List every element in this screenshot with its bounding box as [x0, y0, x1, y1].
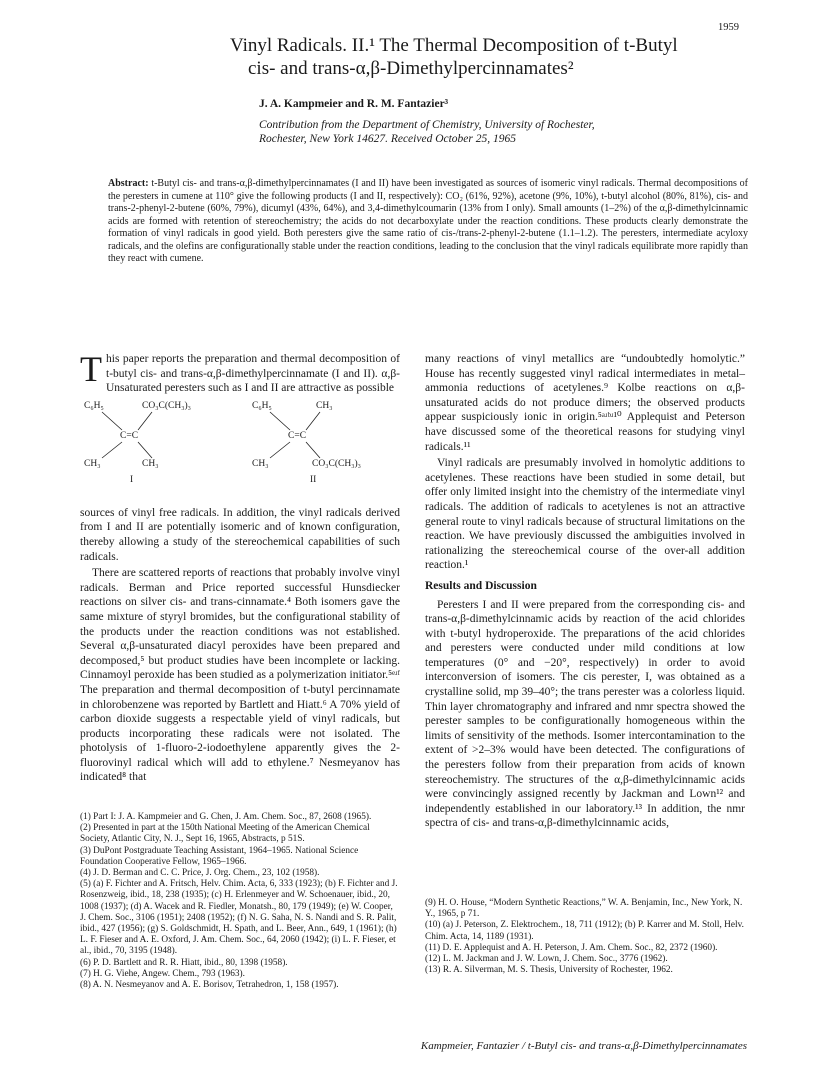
paragraph: many reactions of vinyl metallics are “undoubtedly homolytic.” House has recently suggested vinyl radical intermediates in metal–ammonia reductions of acetylenes.⁹ Kolbe reactions on α,β-unsaturated acids do not produce dimers; the observed products appear suspiciously ionic in origin.⁵ᵃʴᵇʴ¹⁰ Applequist and Peterson have discussed some of the theoretical reasons for studying vinyl radicals.¹¹ [425, 353, 745, 453]
footnote: (13) R. A. Silverman, M. S. Thesis, University of Rochester, 1962. [425, 965, 673, 976]
article-title [230, 34, 750, 80]
footnote: (2) Presented in part at the 150th National Meeting of the American Chemical Society, Atlantic City, N. J., Sept 16, 1965, Abstracts, p 51S. [80, 823, 370, 845]
affiliation [259, 118, 739, 146]
paragraph: Peresters I and II were prepared from the corresponding cis- and trans-α,β-dimethylcinnamic acids by reaction of the acid chlorides with t-butyl hydroperoxide. The preparations of the acid chlorides and peresters were conducted under mild conditions at low temperatures (0° and −20°, respectively) in order to avoid interconversion of isomers. The cis perester, I, was obtained as a crystalline solid, mp 39–40°; the trans perester was a colorless liquid. Thin layer chromatography and infrared and nmr spectra showed the perester samples to be configurationally homogeneous within the limits of sensitivity of the methods. Isomer intercontamination to the extent of >2–3% would have been detected. The configurations of the peresters follow from their preparation from acids of known stereochemistry. The structures of the α,β-dimethylcinnamic acids were convincingly assigned recently by Jackman and Lown¹² and independently established in our laboratory.¹³ In addition, the nmr spectra of cis- and trans-α,β-dimethylcinnamic acids, [425, 598, 745, 830]
section-heading: Results and Discussion [425, 579, 537, 592]
left-column [80, 349, 400, 787]
struct-ii-center: C=C [288, 430, 307, 441]
right-column [425, 352, 745, 833]
affiliation-line-1: Contribution from the Department of Chemistry, University of Rochester, [259, 119, 595, 131]
page-number: 1959 [718, 22, 739, 33]
paragraph: There are scattered reports of reactions that probably involve vinyl radicals. Berman and Price reported successful Hunsdiecker reactions on silver cis- and trans-cinnamate.⁴ Both isomers gave the same mixture of styryl bromides, but the configurational stability of the products under the reaction conditions was not established. Several α,β-unsaturated diacyl peroxides have been prepared and decomposed,⁵ but product studies have been incomplete or lacking. Cinnamoyl peroxide has been studied as a polymerization initiator.⁵ᵉʴᶠ The preparation and thermal decomposition of t-butyl percinnamate in chlorobenzene was reported by Bartlett and Hiatt.⁶ A 70% yield of carbon dioxide suggests a respectable yield of vinyl radicals, but products incorporating these radicals were not isolated. The photolysis of 1-fluoro-2-iodoethylene apparently gives the 2-fluorovinyl radical which will add to ethylene.⁷ Nesmeyanov has indicated⁸ that [80, 567, 400, 784]
intro-text: his paper reports the preparation and thermal decomposition of t-butyl cis- and trans-α,β-dimethylpercinnamate (I and II). α,β-Unsaturated peresters such as I and II are attractive as possible [106, 353, 400, 395]
drop-cap: T [80, 349, 102, 389]
footnote: (8) A. N. Nesmeyanov and A. E. Borisov, Tetrahedron, 1, 158 (1957). [80, 980, 339, 991]
struct-i-top-right: CO₃C(CH₃)₃ [142, 400, 191, 411]
authors: J. A. Kampmeier and R. M. Fantazier³ [259, 98, 449, 110]
abstract-label: Abstract: [108, 178, 149, 189]
paragraph: Vinyl radicals are presumably involved in homolytic additions to acetylenes. These reactions have been studied in some detail, but offer only limited insight into the chemistry of the intermediate vinyl radicals. The addition of radicals to acetylenes is not an attractive general route to vinyl radicals because of structural limitations on the reaction. We have previously discussed the ambiguities involved in rationalizing the stereochemical course of the over-all addition reaction.¹ [425, 457, 745, 572]
footnote: (1) Part I: J. A. Kampmeier and G. Chen, J. Am. Chem. Soc., 87, 2608 (1965). [80, 812, 372, 822]
footnote: (10) (a) J. Peterson, Z. Elektrochem., 18, 711 (1912); (b) P. Karrer and M. Stoll, Helv. Chim. Acta, 14, 1189 (1931). [425, 920, 744, 942]
struct-ii-bottom-right: CO₃C(CH₃)₃ [312, 458, 361, 469]
structure-bonds [80, 400, 400, 500]
struct-ii-top-left: C₆H₅ [252, 400, 272, 411]
title-line-1: Vinyl Radicals. II.¹ The Thermal Decomposition of t-Butyl [230, 35, 678, 56]
struct-ii-bottom-left: CH₃ [252, 458, 269, 469]
footnote: (7) H. G. Viehe, Angew. Chem., 793 (1963). [80, 968, 245, 979]
abstract-text: t-Butyl cis- and trans-α,β-dimethylpercinnamates (I and II) have been investigated as sources of isomeric vinyl radicals. Thermal decompositions of the peresters in cumene at 110° give the following products (I and II, respectively): CO₂ (61%, 92%), acetone (9%, 10%), t-butyl alcohol (80%, 81%), cis- and trans-2-phenyl-2-butene (60%, 79%), dicumyl (43%, 64%), and 3,4-dimethylcoumarin (13% from I only). Small amounts (1–2%) of the α,β-dimethylcinnamic acids are formed with retention of stereochemistry; the acids do not decarboxylate under the reaction conditions. These products clearly demonstrate the formation of vinyl radicals in good yield. Both peresters give the same ratio of cis-/trans-2-phenyl-2-butene (1.1–1.2). The peresters, intermediate acyloxy radicals, and the olefins are configurationally stable under the reaction conditions, leading to the conclusion that the vinyl radicals equilibrate more rapidly than they react with cumene. [108, 178, 748, 264]
footnote: (5) (a) F. Fichter and A. Fritsch, Helv. Chim. Acta, 6, 333 (1923); (b) F. Fichter and J. Rosenzweig, ibid., 18, 238 (1935); (c) H. Erlenmeyer and W. Schoenauer, ibid., 20, 1008 (1937); (d) A. Wacek and R. Fiedler, Monatsh., 80, 179 (1949); (e) W. Cooper, J. Chem. Soc., 3106 (1951); 2408 (1952); (f) N. G. Saha, N. S. Nandi and S. R. Palit, ibid., 427 (1956); (g) S. Goldschmidt, H. Spath, and L. Beer, Ann., 649, 1 (1961); (h) L. F. Fieser and A. E. Oxford, J. Am. Chem. Soc., 64, 2060 (1942); (i) L. F. Fieser, et al., ibid., 70, 3195 (1948). [80, 879, 398, 957]
footnote: (3) DuPont Postgraduate Teaching Assistant, 1964–1965. National Science Foundation Cooperative Fellow, 1965–1966. [80, 845, 359, 867]
struct-i-bottom-right: CH₃ [142, 458, 159, 469]
intro-paragraph [80, 349, 400, 396]
footnote: (9) H. O. House, “Modern Synthetic Reactions,” W. A. Benjamin, Inc., New York, N. Y., 1965, p 71. [425, 898, 743, 920]
struct-i-bottom-left: CH₃ [84, 458, 101, 469]
struct-ii-label: II [310, 474, 317, 485]
structures-figure [80, 400, 400, 500]
abstract [108, 178, 748, 266]
footnote: (11) D. E. Applequist and A. H. Peterson, J. Am. Chem. Soc., 82, 2372 (1960). [425, 942, 718, 953]
title-line-2: cis- and trans-α,β-Dimethylpercinnamates² [248, 58, 574, 79]
struct-i-center: C=C [120, 430, 139, 441]
footnotes-right [425, 898, 745, 976]
running-footer: Kampmeier, Fantazier / t-Butyl cis- and trans-α,β-Dimethylpercinnamates [420, 1040, 747, 1052]
struct-i-top-left: C₆H₅ [84, 400, 104, 411]
footnote: (6) P. D. Bartlett and R. R. Hiatt, ibid., 80, 1398 (1958). [80, 957, 288, 968]
footnotes-left [80, 812, 400, 991]
struct-ii-top-right: CH₃ [316, 400, 333, 411]
affiliation-line-2: Rochester, New York 14627. Received October 25, 1965 [259, 133, 516, 145]
footnote: (4) J. D. Berman and C. C. Price, J. Org. Chem., 23, 102 (1958). [80, 868, 320, 879]
paragraph: sources of vinyl free radicals. In addition, the vinyl radicals derived from I and II are potentially isomeric and of known configuration, thereby allowing a study of the stereochemical capabilities of such radicals. [80, 506, 400, 563]
footnote: (12) L. M. Jackman and J. W. Lown, J. Chem. Soc., 3776 (1962). [425, 954, 668, 965]
struct-i-label: I [130, 474, 134, 485]
